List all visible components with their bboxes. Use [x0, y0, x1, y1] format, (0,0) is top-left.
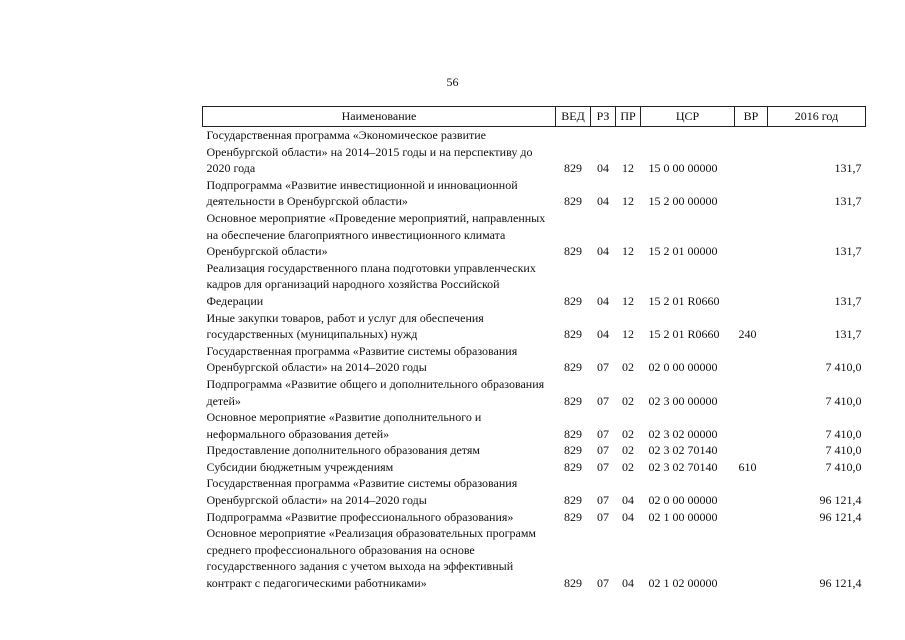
cell-ved: 829 [564, 161, 582, 176]
cell-name: Субсидии бюджетным учреждениям [206, 459, 394, 474]
cell-rz: 07 [597, 493, 609, 508]
cell-rz: 04 [597, 194, 609, 209]
cell-rz: 07 [597, 576, 609, 591]
header-rz: РЗ [591, 107, 616, 127]
table-header-row [203, 107, 866, 127]
cell-csr: 15 2 01 R0660 [648, 293, 720, 308]
cell-csr: 02 3 02 00000 [648, 426, 718, 441]
header-year: 2016 год [768, 107, 866, 127]
table-row [203, 260, 866, 310]
cell-amount: 96 121,4 [819, 509, 862, 524]
cell-pr: 12 [622, 293, 634, 308]
cell-vr [735, 260, 768, 310]
cell-name: Государственная программа «Развитие системы образования Оренбургской области» на 2014–2020 годы [206, 343, 518, 375]
header-csr: ЦСР [641, 107, 735, 127]
cell-ved: 829 [564, 360, 582, 375]
cell-pr: 02 [622, 393, 634, 408]
cell-ved: 829 [564, 244, 582, 259]
cell-pr: 12 [622, 327, 634, 342]
cell-ved: 829 [564, 393, 582, 408]
cell-csr: 02 0 00 00000 [648, 493, 718, 508]
cell-amount: 96 121,4 [819, 576, 862, 591]
cell-name: Предоставление дополнительного образования детям [206, 443, 480, 458]
cell-vr [735, 442, 768, 459]
cell-name: Основное мероприятие «Реализация образовательных программ среднего профессионального образования на основе государственного задания с учетом выхода на эффективный контракт с педагогическими работниками» [206, 526, 537, 591]
cell-vr [735, 177, 768, 210]
cell-rz: 04 [597, 293, 609, 308]
cell-amount: 131,7 [834, 293, 862, 308]
cell-ved: 829 [564, 576, 582, 591]
budget-table [202, 106, 866, 592]
cell-vr: 610 [738, 459, 757, 474]
cell-pr: 02 [622, 360, 634, 375]
header-ved: ВЕД [556, 107, 591, 127]
cell-rz: 04 [597, 327, 609, 342]
cell-name: Подпрограмма «Развитие общего и дополнительного образования детей» [206, 376, 545, 408]
cell-amount: 7 410,0 [825, 443, 862, 458]
cell-rz: 04 [597, 161, 609, 176]
cell-amount: 7 410,0 [825, 459, 862, 474]
cell-vr [735, 525, 768, 591]
table-row [203, 376, 866, 409]
cell-name: Основное мероприятие «Проведение мероприятий, направленных на обеспечение благоприятного инвестиционного климата Оренбургской области» [206, 210, 546, 259]
cell-amount: 7 410,0 [825, 360, 862, 375]
cell-name: Государственная программа «Развитие системы образования Оренбургской области» на 2014–2020 годы [206, 476, 518, 508]
cell-amount: 131,7 [834, 244, 862, 259]
header-pr: ПР [616, 107, 641, 127]
cell-vr [735, 509, 768, 526]
header-vr: ВР [735, 107, 768, 127]
table-row [203, 475, 866, 508]
cell-amount: 131,7 [834, 161, 862, 176]
cell-amount: 7 410,0 [825, 393, 862, 408]
cell-csr: 02 3 02 70140 [648, 443, 718, 458]
cell-pr: 12 [622, 194, 634, 209]
cell-rz: 07 [597, 443, 609, 458]
cell-csr: 15 2 00 00000 [648, 194, 718, 209]
table-row [203, 442, 866, 459]
cell-vr [735, 409, 768, 442]
cell-name: Подпрограмма «Развитие профессионального образования» [206, 509, 514, 524]
cell-pr: 02 [622, 426, 634, 441]
cell-csr: 02 1 00 00000 [648, 509, 718, 524]
cell-vr [735, 127, 768, 177]
cell-rz: 07 [597, 459, 609, 474]
table-row [203, 409, 866, 442]
cell-ved: 829 [564, 509, 582, 524]
cell-rz: 07 [597, 509, 609, 524]
cell-rz: 07 [597, 360, 609, 375]
cell-ved: 829 [564, 426, 582, 441]
cell-csr: 15 2 01 00000 [648, 244, 718, 259]
table-row [203, 177, 866, 210]
cell-vr: 240 [738, 327, 757, 342]
cell-pr: 04 [622, 509, 634, 524]
cell-name: Государственная программа «Экономическое развитие Оренбургской области» на 2014–2015 годы и на перспективу до 2020 года [206, 128, 533, 176]
cell-csr: 02 3 00 00000 [648, 393, 718, 408]
cell-pr: 12 [622, 161, 634, 176]
page-number: 56 [446, 75, 459, 89]
cell-name: Основное мероприятие «Развитие дополнительного и неформального образования детей» [206, 410, 482, 441]
cell-amount: 131,7 [834, 194, 862, 209]
table-row [203, 210, 866, 260]
cell-rz: 07 [597, 393, 609, 408]
cell-csr: 02 1 02 00000 [648, 576, 718, 591]
cell-vr [735, 376, 768, 409]
cell-pr: 12 [622, 244, 634, 259]
cell-amount: 131,7 [834, 327, 862, 342]
cell-vr [735, 210, 768, 260]
cell-ved: 829 [564, 327, 582, 342]
cell-csr: 15 2 01 R0660 [648, 327, 720, 342]
table-row [203, 509, 866, 526]
cell-ved: 829 [564, 293, 582, 308]
cell-ved: 829 [564, 194, 582, 209]
table-row [203, 525, 866, 591]
cell-vr [735, 343, 768, 376]
table-row [203, 459, 866, 476]
cell-ved: 829 [564, 443, 582, 458]
cell-amount: 96 121,4 [819, 493, 862, 508]
cell-pr: 04 [622, 576, 634, 591]
cell-rz: 04 [597, 244, 609, 259]
cell-pr: 04 [622, 493, 634, 508]
cell-ved: 829 [564, 493, 582, 508]
cell-name: Иные закупки товаров, работ и услуг для обеспечения государственных (муниципальных) нужд [206, 310, 484, 342]
cell-amount: 7 410,0 [825, 426, 862, 441]
table-row [203, 343, 866, 376]
cell-csr: 02 3 02 70140 [648, 459, 718, 474]
cell-vr [735, 475, 768, 508]
cell-csr: 02 0 00 00000 [648, 360, 718, 375]
table-row [203, 127, 866, 177]
cell-pr: 02 [622, 443, 634, 458]
cell-name: Реализация государственного плана подготовки управленческих кадров для организаций народного хозяйства Российской Федерации [206, 260, 536, 308]
header-name: Наименование [203, 107, 556, 127]
cell-csr: 15 0 00 00000 [648, 161, 718, 176]
cell-pr: 02 [622, 459, 634, 474]
cell-rz: 07 [597, 426, 609, 441]
cell-name: Подпрограмма «Развитие инвестиционной и инновационной деятельности в Оренбургской области» [206, 177, 518, 209]
table-row [203, 310, 866, 343]
cell-ved: 829 [564, 459, 582, 474]
